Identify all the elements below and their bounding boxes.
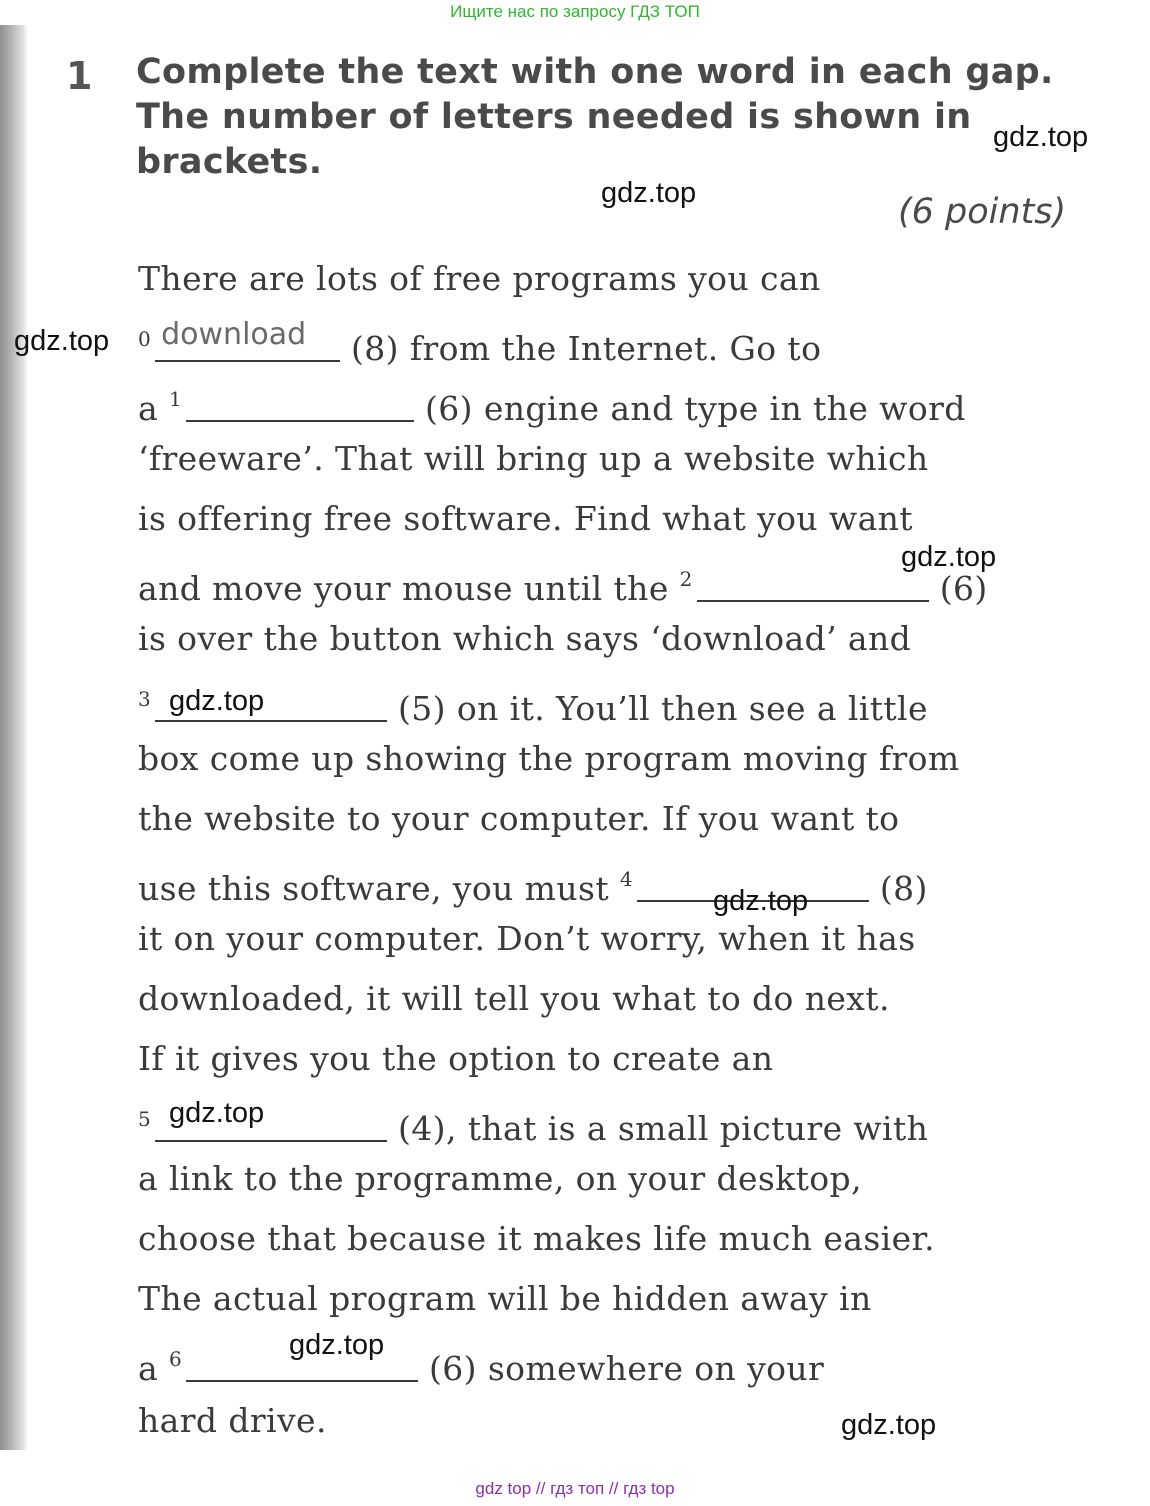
- text-line: box come up showing the program moving from: [138, 739, 960, 778]
- gap-number: 6: [168, 1347, 183, 1371]
- gap-0-answer: download: [161, 317, 307, 352]
- gap-number: 0: [138, 327, 152, 351]
- watermark: gdz.top: [14, 325, 110, 357]
- watermark: gdz.top: [169, 685, 265, 717]
- text-line: use this software, you must $^4$ (8): [138, 867, 928, 908]
- gap-number: 3: [138, 687, 152, 711]
- exercise-instruction: Complete the text with one word in each gap. The number of letters needed is shown in brackets.: [136, 52, 1054, 182]
- gap-1-answer-line[interactable]: [186, 390, 414, 422]
- text-line: downloaded, it will tell you what to do next.: [138, 979, 890, 1018]
- text-line: a link to the programme, on your desktop,: [138, 1159, 862, 1198]
- watermark: gdz.top: [901, 541, 997, 573]
- footer-links[interactable]: gdz top // гдз топ // гдз top: [475, 1479, 675, 1498]
- top-banner[interactable]: Ищите нас по запросу ГДЗ ТОП: [450, 2, 700, 21]
- watermark: gdz.top: [169, 1097, 265, 1129]
- text-line: If it gives you the option to create an: [138, 1039, 774, 1078]
- watermark: gdz.top: [841, 1409, 937, 1441]
- watermark: gdz.top: [713, 885, 809, 917]
- text-line: $^0$ download (8) from the Internet. Go to: [138, 314, 821, 364]
- gap-number: 1: [168, 387, 183, 411]
- text-line: is offering free software. Find what you want: [138, 499, 913, 538]
- exercise-points: (6 points): [898, 192, 1067, 232]
- gap-number: 4: [619, 867, 633, 891]
- text-line: the website to your computer. If you want to: [138, 799, 900, 838]
- text-line: is over the button which says ‘download’ and: [138, 619, 912, 658]
- scan-shadow-edge: [0, 25, 28, 1450]
- text-line: it on your computer. Don’t worry, when it has: [138, 919, 916, 958]
- gap-0-answer-line[interactable]: [155, 317, 340, 362]
- text-line: ‘freeware’. That will bring up a website which: [138, 439, 929, 478]
- text-line: a $^1$ (6) engine and type in the word: [138, 387, 966, 428]
- text-line: hard drive.: [138, 1401, 327, 1440]
- gap-2-answer-line[interactable]: [697, 570, 929, 602]
- gap-number: 5: [138, 1107, 152, 1131]
- text-line: choose that because it makes life much easier.: [138, 1219, 935, 1258]
- text-line: $^5$ (4), that is a small picture with: [138, 1107, 929, 1148]
- text-line: a $^6$ (6) somewhere on your: [138, 1347, 825, 1388]
- gap-number: 2: [679, 567, 693, 591]
- text-line: The actual program will be hidden away in: [138, 1279, 872, 1318]
- watermark: gdz.top: [601, 177, 697, 209]
- exercise-number: 1: [66, 54, 93, 98]
- text-line: $^3$ (5) on it. You’ll then see a little: [138, 687, 928, 728]
- watermark: gdz.top: [993, 121, 1089, 153]
- watermark: gdz.top: [289, 1329, 385, 1361]
- text-line: and move your mouse until the $^2$ (6): [138, 567, 988, 608]
- text-line: There are lots of free programs you can: [138, 259, 821, 298]
